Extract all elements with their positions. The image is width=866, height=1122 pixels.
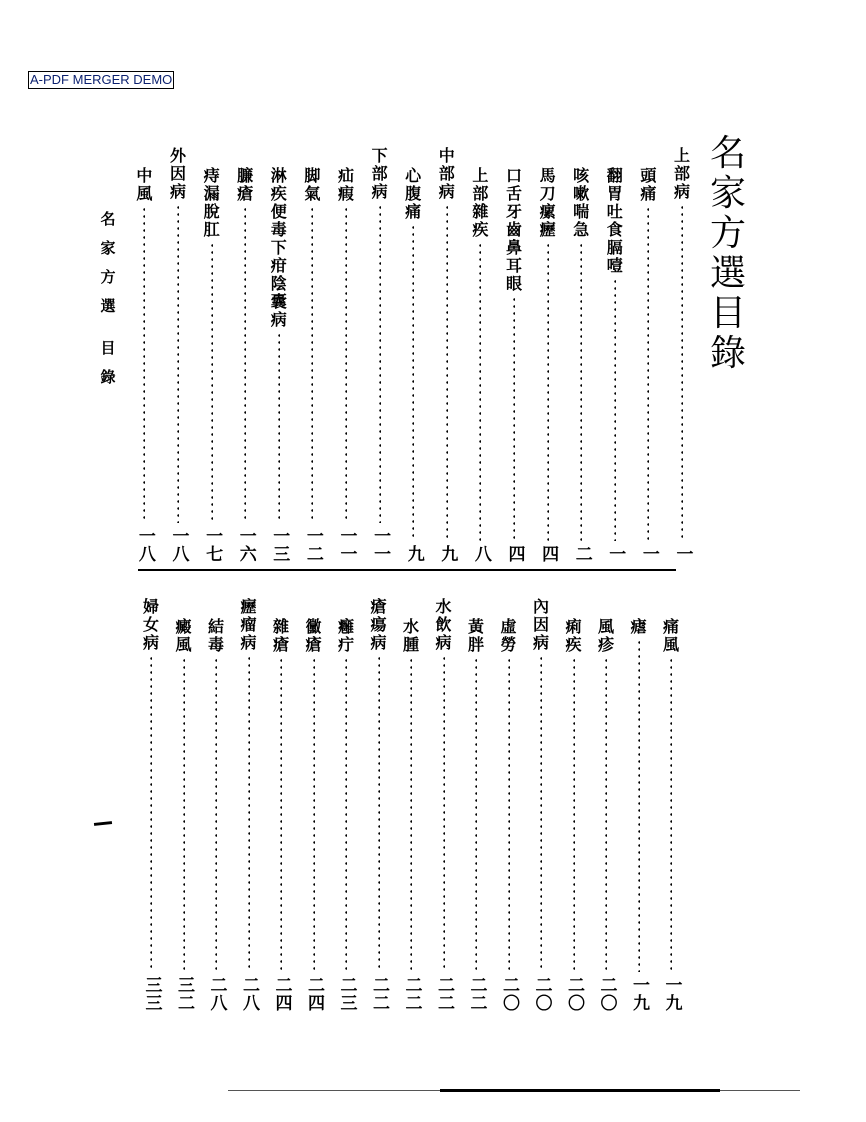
toc-entry-char: 癧 bbox=[240, 597, 257, 616]
toc-entry-char: 口 bbox=[505, 166, 522, 185]
toc-entry-char: 頭 bbox=[640, 166, 657, 185]
toc-entry-char: 疹 bbox=[597, 635, 614, 654]
toc-entry bbox=[139, 598, 163, 1012]
running-head-gap bbox=[97, 321, 119, 334]
leader-dots bbox=[446, 204, 448, 541]
running-head-char: 名 bbox=[100, 210, 116, 228]
title-char: 方 bbox=[709, 213, 746, 254]
running-head-char: 方 bbox=[100, 268, 116, 286]
toc-entry-char: 瘕 bbox=[337, 184, 354, 203]
toc-entry-char: 臁 bbox=[237, 166, 254, 185]
toc-page-number: 九 bbox=[403, 545, 424, 563]
toc-entry-char: 病 bbox=[370, 633, 387, 652]
leader-dots bbox=[150, 655, 152, 972]
toc-entry-char: 因 bbox=[169, 164, 186, 183]
toc-entry bbox=[237, 598, 261, 1012]
leader-dots bbox=[311, 206, 313, 523]
toc-entry-char: 瘰 bbox=[539, 202, 556, 221]
toc-page-number: 一二 bbox=[302, 527, 323, 563]
toc-entry-char: 疔 bbox=[337, 635, 354, 654]
leader-dots bbox=[614, 278, 616, 541]
toc-entry-char: 水 bbox=[402, 617, 419, 636]
leader-dots bbox=[508, 657, 510, 972]
toc-page-number: 二二 bbox=[434, 976, 454, 1012]
toc-entry-char: 部 bbox=[472, 184, 489, 203]
toc-entry-char: 婦 bbox=[142, 597, 159, 616]
running-head-char: 目 bbox=[100, 339, 116, 357]
toc-entry bbox=[432, 598, 456, 1012]
toc-entry bbox=[594, 618, 618, 1012]
leader-dots bbox=[475, 657, 477, 972]
bottom-rule-thick bbox=[440, 1089, 720, 1092]
toc-entry-char: 瘍 bbox=[370, 615, 387, 634]
toc-entry-char: 痢 bbox=[565, 617, 582, 636]
toc-entry-char: 風 bbox=[597, 617, 614, 636]
toc-entry-char: 飲 bbox=[435, 615, 452, 634]
toc-entry-char: 病 bbox=[169, 182, 186, 201]
toc-entry bbox=[132, 167, 156, 563]
toc-entry-char: 中 bbox=[438, 146, 455, 165]
toc-entry-char: 漏 bbox=[203, 184, 220, 203]
toc-entry bbox=[435, 147, 459, 563]
toc-entry bbox=[269, 618, 293, 1012]
toc-entry bbox=[401, 167, 425, 563]
toc-page-number: 一六 bbox=[235, 527, 256, 563]
toc-entry-char: 瘧 bbox=[630, 617, 647, 636]
toc-page-number: 一 bbox=[672, 545, 693, 563]
toc-page-number: 二二 bbox=[401, 976, 422, 1012]
toc-entry-char: 雜 bbox=[472, 202, 489, 221]
toc-page-number: 二〇 bbox=[531, 976, 552, 1012]
leader-dots bbox=[280, 657, 282, 972]
leader-dots bbox=[183, 657, 185, 972]
toc-entry-char: 毒 bbox=[207, 635, 224, 654]
toc-entry-char: 內 bbox=[532, 597, 549, 616]
toc-entry-char: 瘡 bbox=[370, 597, 387, 616]
toc-entry bbox=[502, 167, 526, 563]
toc-entry-char: 腹 bbox=[405, 184, 422, 203]
toc-entry-char: 疝 bbox=[337, 166, 354, 185]
leader-dots bbox=[670, 657, 672, 972]
toc-entry-char: 陰 bbox=[270, 274, 287, 293]
toc-page-number: 三二 bbox=[174, 976, 194, 1012]
toc-entry bbox=[200, 167, 224, 563]
toc-page-number: 八 bbox=[470, 545, 491, 563]
toc-page-number: 二二 bbox=[369, 976, 389, 1012]
toc-entry-char: 囊 bbox=[270, 292, 287, 311]
toc-entry bbox=[603, 167, 627, 563]
toc-entry-char: 心 bbox=[405, 166, 422, 185]
toc-entry-char: 肛 bbox=[203, 220, 220, 239]
toc-entry-char: 病 bbox=[532, 633, 549, 652]
toc-entry-char: 瘡 bbox=[305, 635, 322, 654]
toc-entry bbox=[562, 618, 586, 1012]
title-char: 選 bbox=[709, 253, 746, 294]
toc-page-number: 一一 bbox=[336, 527, 357, 563]
toc-entry-char: 病 bbox=[371, 182, 388, 201]
toc-entry-char: 食 bbox=[606, 220, 623, 239]
toc-page-number: 四 bbox=[504, 545, 525, 563]
toc-entry-char: 上 bbox=[472, 166, 489, 185]
running-head-char: 家 bbox=[100, 239, 116, 257]
toc-entry-char: 便 bbox=[270, 202, 287, 221]
leader-dots bbox=[215, 657, 217, 972]
leader-dots bbox=[410, 657, 412, 972]
toc-entry-char: 癰 bbox=[337, 617, 354, 636]
toc-entry-char: 風 bbox=[175, 635, 192, 654]
toc-entry-char: 部 bbox=[673, 164, 690, 183]
leader-dots bbox=[638, 639, 640, 972]
toc-entry-char: 疾 bbox=[565, 635, 582, 654]
toc-entry bbox=[300, 167, 324, 563]
toc-entry-char: 舌 bbox=[505, 184, 522, 203]
toc-entry-char: 疳 bbox=[270, 256, 287, 275]
toc-entry-char: 女 bbox=[142, 615, 159, 634]
toc-entry-char: 部 bbox=[438, 164, 455, 183]
toc-entry-char: 脚 bbox=[304, 166, 321, 185]
toc-entry-char: 病 bbox=[142, 633, 159, 652]
toc-page-number: 二〇 bbox=[596, 976, 617, 1012]
toc-entry-char: 咳 bbox=[573, 166, 590, 185]
toc-entry-char: 病 bbox=[240, 633, 257, 652]
leader-dots bbox=[345, 206, 347, 523]
toc-entry-char: 上 bbox=[673, 146, 690, 165]
toc-page-number: 一八 bbox=[168, 527, 189, 563]
toc-entry-char: 喘 bbox=[573, 202, 590, 221]
toc-entry bbox=[233, 167, 257, 563]
section-divider bbox=[138, 569, 676, 571]
leader-dots bbox=[345, 657, 347, 972]
toc-page-number: 一七 bbox=[202, 527, 223, 563]
toc-entry bbox=[464, 618, 488, 1012]
toc-entry bbox=[627, 618, 651, 1012]
toc-entry-char: 因 bbox=[532, 615, 549, 634]
toc-entry bbox=[302, 618, 326, 1012]
toc-entry-char: 痛 bbox=[640, 184, 657, 203]
leader-dots bbox=[513, 296, 515, 541]
toc-page-number: 一一 bbox=[370, 527, 391, 563]
toc-page-number: 二〇 bbox=[564, 976, 584, 1012]
toc-page-number: 九 bbox=[437, 545, 458, 563]
leader-dots bbox=[479, 242, 481, 541]
toc-entry-char: 吐 bbox=[606, 202, 623, 221]
watermark-label: A-PDF MERGER DEMO bbox=[30, 72, 173, 87]
leader-dots bbox=[278, 332, 280, 523]
leader-dots bbox=[177, 204, 179, 523]
leader-dots bbox=[573, 657, 575, 972]
toc-entry-char: 脫 bbox=[203, 202, 220, 221]
toc-page-number: 四 bbox=[538, 545, 559, 563]
toc-entry bbox=[368, 147, 392, 563]
toc-entry bbox=[367, 598, 391, 1012]
page-title bbox=[708, 134, 748, 374]
toc-entry bbox=[670, 147, 694, 563]
toc-entry-char: 瘡 bbox=[272, 635, 289, 654]
toc-entry-char: 毒 bbox=[270, 220, 287, 239]
toc-entry-char: 瘤 bbox=[240, 615, 257, 634]
toc-entry bbox=[468, 167, 492, 563]
toc-page-number: 二二 bbox=[466, 976, 487, 1012]
toc-entry-char: 下 bbox=[270, 238, 287, 257]
toc-entry-char: 瘡 bbox=[237, 184, 254, 203]
leader-dots bbox=[580, 242, 582, 541]
toc-entry-char: 氣 bbox=[304, 184, 321, 203]
title-char: 錄 bbox=[709, 333, 746, 374]
toc-entry-char: 結 bbox=[207, 617, 224, 636]
leader-dots bbox=[540, 655, 542, 972]
toc-page-number: 二 bbox=[571, 545, 592, 563]
toc-entry-char: 鼻 bbox=[505, 238, 522, 257]
toc-page-number: 一三 bbox=[269, 527, 290, 563]
toc-entry-char: 痛 bbox=[662, 617, 679, 636]
toc-entry-char: 癜 bbox=[175, 617, 192, 636]
toc-entry-char: 癧 bbox=[539, 220, 556, 239]
toc-entry bbox=[497, 618, 521, 1012]
toc-entry-char: 勞 bbox=[500, 635, 517, 654]
toc-entry bbox=[172, 618, 196, 1012]
toc-page-number: 二〇 bbox=[499, 976, 519, 1012]
leader-dots bbox=[412, 224, 414, 541]
leader-dots bbox=[378, 655, 380, 972]
toc-entry-char: 淋 bbox=[270, 166, 287, 185]
toc-entry-char: 下 bbox=[371, 146, 388, 165]
toc-entry-char: 急 bbox=[573, 220, 590, 239]
toc-entry-char: 痔 bbox=[203, 166, 220, 185]
title-char: 家 bbox=[709, 173, 746, 214]
toc-page-number: 三三 bbox=[141, 976, 162, 1012]
toc-entry bbox=[569, 167, 593, 563]
toc-page-number: 二三 bbox=[336, 976, 357, 1012]
toc-entry bbox=[636, 167, 660, 563]
toc-entry-char: 部 bbox=[371, 164, 388, 183]
toc-entry-char: 胖 bbox=[467, 635, 484, 654]
leader-dots bbox=[379, 204, 381, 523]
toc-entry-char: 水 bbox=[435, 597, 452, 616]
toc-entry-char: 耳 bbox=[505, 256, 522, 275]
toc-entry-char: 疾 bbox=[472, 220, 489, 239]
toc-entry-char: 病 bbox=[435, 633, 452, 652]
running-head bbox=[97, 205, 119, 392]
toc-entry bbox=[267, 167, 291, 563]
leader-dots bbox=[313, 657, 315, 972]
toc-entry-char: 眼 bbox=[505, 274, 522, 293]
leader-dots bbox=[681, 204, 683, 541]
leader-dots bbox=[244, 206, 246, 523]
toc-entry bbox=[334, 618, 358, 1012]
title-char: 目 bbox=[709, 293, 746, 334]
toc-entry bbox=[659, 618, 683, 1012]
toc-entry-char: 膈 bbox=[606, 238, 623, 257]
toc-entry-char: 病 bbox=[673, 182, 690, 201]
leader-dots bbox=[443, 655, 445, 972]
toc-page-number: 二四 bbox=[304, 976, 324, 1012]
toc-entry-char: 雜 bbox=[272, 617, 289, 636]
toc-entry-char: 風 bbox=[662, 635, 679, 654]
toc-entry bbox=[529, 598, 553, 1012]
toc-entry-char: 馬 bbox=[539, 166, 556, 185]
toc-page-number: 一九 bbox=[661, 976, 682, 1012]
running-head-char: 選 bbox=[100, 297, 116, 315]
toc-page-number: 二八 bbox=[206, 976, 227, 1012]
toc-entry-char: 嗽 bbox=[573, 184, 590, 203]
leader-dots bbox=[547, 242, 549, 541]
toc-entry-char: 外 bbox=[169, 146, 186, 165]
toc-page-number: 一 bbox=[638, 545, 659, 563]
toc-entry-char: 胃 bbox=[606, 184, 623, 203]
toc-page-number: 一八 bbox=[134, 527, 155, 563]
leader-dots bbox=[143, 206, 145, 523]
toc-entry-char: 病 bbox=[270, 310, 287, 329]
leader-dots bbox=[605, 657, 607, 972]
toc-page-number: 一 bbox=[605, 545, 626, 563]
toc-entry-char: 齒 bbox=[505, 220, 522, 239]
toc-entry-char: 黃 bbox=[467, 617, 484, 636]
toc-entry-char: 噎 bbox=[606, 256, 623, 275]
toc-entry-char: 翻 bbox=[606, 166, 623, 185]
toc-entry bbox=[399, 618, 423, 1012]
leader-dots bbox=[647, 206, 649, 541]
toc-entry bbox=[204, 618, 228, 1012]
leader-dots bbox=[248, 655, 250, 972]
toc-entry-char: 刀 bbox=[539, 184, 556, 203]
running-head-char: 錄 bbox=[100, 368, 116, 386]
toc-page-number: 二八 bbox=[239, 976, 259, 1012]
folio-page-number bbox=[94, 821, 112, 826]
toc-entry-char: 風 bbox=[136, 184, 153, 203]
toc-entry-char: 中 bbox=[136, 166, 153, 185]
toc-entry-char: 牙 bbox=[505, 202, 522, 221]
toc-entry bbox=[166, 147, 190, 563]
toc-entry bbox=[334, 167, 358, 563]
leader-dots bbox=[211, 242, 213, 523]
toc-entry-char: 虛 bbox=[500, 617, 517, 636]
toc-entry-char: 疾 bbox=[270, 184, 287, 203]
toc-page-number: 二四 bbox=[271, 976, 292, 1012]
toc-entry-char: 黴 bbox=[305, 617, 322, 636]
title-char: 名 bbox=[709, 133, 746, 174]
toc-entry bbox=[536, 167, 560, 563]
toc-entry-char: 病 bbox=[438, 182, 455, 201]
toc-entry-char: 痛 bbox=[405, 202, 422, 221]
toc-entry-char: 腫 bbox=[402, 635, 419, 654]
toc-page-number: 一九 bbox=[629, 976, 649, 1012]
